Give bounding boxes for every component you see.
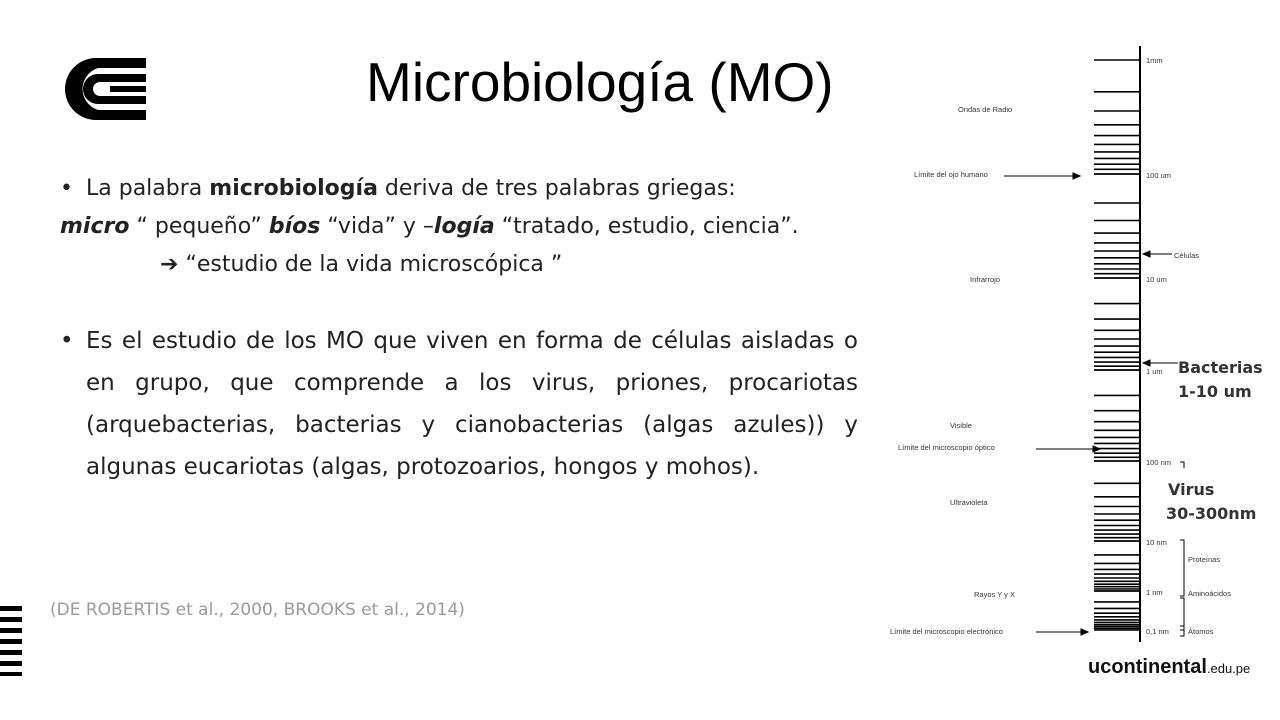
unit-label: 1 nm (1146, 588, 1163, 597)
structure-label: Aminoácidos (1188, 589, 1231, 598)
unit-label: 1 um (1146, 367, 1163, 376)
bullet-icon: • (60, 328, 74, 354)
scale-ticks (1094, 60, 1140, 630)
bullet-icon: • (60, 176, 73, 201)
unit-label: 10 um (1146, 275, 1167, 284)
region-label: Ondas de Radio (958, 105, 1013, 114)
structure-label: Átomos (1188, 627, 1214, 636)
size-scale-diagram (884, 36, 1266, 644)
region-label: Ultravioleta (950, 498, 988, 507)
region-label: Límite del ojo humano (914, 170, 988, 179)
term-micro: micro (60, 214, 130, 239)
citation: (DE ROBERTIS et al., 2000, BROOKS et al., 2014) (50, 600, 465, 620)
intro-paragraph: • La palabra microbiología deriva de tres palabras griegas: micro “ pequeño” bíos “vida” y –logía “tratado, estudio, ciencia”. ➔ “estudio de la vida microscópica ” (60, 170, 858, 284)
definition-text: Es el estudio de los MO que viven en forma de células aisladas o en grupo, que comprende a los virus, priones, procariotas (arquebacterias, bacterias y cianobacterias (algas azules)) y algunas eucariotas (algas, protozoarios, hongos y mohos). (86, 328, 858, 480)
term-logia: logía (433, 214, 495, 239)
region-label: Rayos Y y X (974, 590, 1015, 599)
size-scale-figure (884, 36, 1266, 644)
brand-logo: ucontinental.edu.pe (1088, 656, 1251, 678)
term-bios: bíos (268, 214, 321, 239)
unit-labels (1146, 56, 1171, 636)
page-title: Microbiología (MO) (366, 51, 834, 113)
structure-label: Células (1174, 251, 1200, 260)
unit-label: 0,1 nm (1146, 627, 1169, 636)
conclusion-line (160, 252, 562, 277)
bacteria-annotation: Bacterias 1-10 um (1178, 358, 1263, 401)
conclusion-text: “estudio de la vida microscópica ” (185, 252, 563, 277)
region-labels (890, 105, 1015, 636)
region-label: Límite del microscopio electrónico (890, 627, 1003, 636)
arrow-right-icon: ➔ (160, 252, 179, 277)
region-label: Infrarrojo (970, 275, 1001, 284)
structure-labels (1174, 251, 1231, 636)
unit-label: 1mm (1146, 56, 1163, 65)
sidebar-lines-icon (0, 606, 22, 676)
content-body (60, 170, 858, 488)
term-microbiologia: microbiología (209, 176, 378, 201)
intro-line: • La palabra microbiología deriva de tres palabras griegas: (60, 176, 736, 201)
unit-label: 100 um (1146, 171, 1172, 180)
virus-annotation: Virus 30-300nm (1166, 480, 1257, 523)
definition-paragraph (60, 320, 858, 488)
logo-mark (54, 54, 150, 124)
region-label: Límite del microscopio óptico (898, 443, 995, 452)
unit-label: 10 nm (1146, 538, 1167, 547)
arrows (1004, 173, 1178, 635)
region-label: Visible (950, 421, 972, 430)
unit-label: 100 nm (1146, 458, 1172, 467)
structure-label: Proteínas (1188, 555, 1221, 564)
